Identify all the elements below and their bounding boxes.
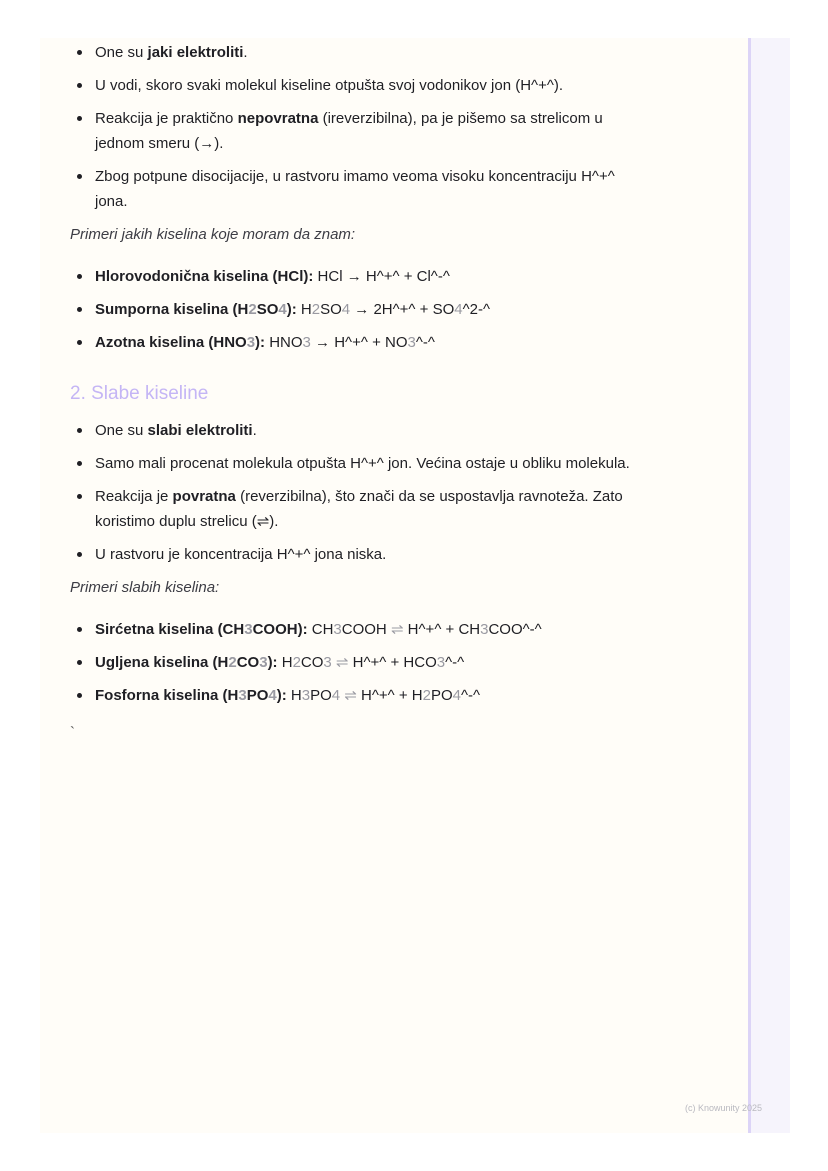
- text-run: 2: [292, 654, 301, 671]
- text-run: Azotna kiselina (HNO: [95, 334, 247, 351]
- text-run: ^-^: [415, 334, 435, 351]
- text-run: Sirćetna kiselina (CH: [95, 621, 245, 638]
- weak-acids-properties-list: [70, 418, 640, 567]
- weak-examples-title: Primeri slabih kiselina:: [70, 579, 220, 596]
- text-run: Zbog potpune disocijacije, u rastvoru imamo veoma visoku koncentraciju H^+^ jona.: [95, 168, 615, 210]
- stray-mark: `: [70, 724, 75, 741]
- text-run: 4: [268, 687, 277, 704]
- strong-examples-title: Primeri jakih kiselina koje moram da znam:: [70, 226, 356, 243]
- strong-acids-examples-list: [70, 264, 640, 355]
- text-run: 3: [244, 621, 253, 638]
- text-run: 3: [246, 334, 256, 351]
- text-run: 4: [454, 301, 463, 318]
- text-run: HCl → H^+^ + Cl^-^: [313, 268, 450, 285]
- text-run: (reverzibilna), što znači da se uspostavlja ravnoteža. Zato koristimo duplu strelicu (⇌).: [95, 488, 623, 530]
- text-run: CO: [300, 654, 324, 671]
- list-item: [70, 264, 640, 289]
- text-run: .: [243, 44, 248, 61]
- list-item: [70, 73, 640, 98]
- text-run: HNO: [265, 334, 303, 351]
- text-run: ):: [276, 687, 287, 704]
- text-run: 3: [407, 334, 416, 351]
- text-run: COOH: [341, 621, 391, 638]
- text-run: CH: [307, 621, 334, 638]
- list-item: [70, 484, 640, 534]
- text-run: nepovratna: [237, 110, 319, 127]
- text-run: .: [252, 422, 257, 439]
- text-run: 3: [333, 621, 342, 638]
- weak-acids-examples-list: [70, 617, 640, 708]
- text-run: → H^+^ + NO: [310, 334, 408, 351]
- text-run: ):: [255, 334, 266, 351]
- text-run: One su: [95, 422, 148, 439]
- list-item: [70, 40, 640, 65]
- text-run: PO: [430, 687, 453, 704]
- text-run: H^+^ + H: [356, 687, 423, 704]
- text-run: 4: [452, 687, 462, 704]
- list-item: [70, 106, 640, 156]
- text-run: SO: [256, 301, 279, 318]
- list-item: [70, 418, 640, 443]
- text-run: slabi elektroliti: [147, 422, 253, 439]
- text-run: povratna: [172, 488, 236, 505]
- text-run: H: [277, 654, 293, 671]
- text-run: ^-^: [461, 687, 481, 704]
- text-run: Reakcija je praktično: [95, 110, 238, 127]
- text-run: ^2-^: [462, 301, 491, 318]
- list-item: [70, 542, 640, 567]
- text-run: 2: [228, 654, 237, 671]
- text-run: Ugljena kiselina (H: [95, 654, 229, 671]
- text-run: H: [286, 687, 302, 704]
- text-run: ):: [267, 654, 278, 671]
- text-run: → 2H^+^ + SO: [350, 301, 455, 318]
- strong-acids-properties-list: [70, 40, 640, 214]
- text-run: H^+^ + HCO: [348, 654, 437, 671]
- text-run: COO^-^: [488, 621, 542, 638]
- text-run: 3: [259, 654, 268, 671]
- text-run: Samo mali procenat molekula otpušta H^+^ jon. Većina ostaje u obliku molekula.: [95, 455, 630, 472]
- text-run: 2: [422, 687, 431, 704]
- text-run: 2: [248, 301, 257, 318]
- text-run: 4: [278, 301, 287, 318]
- text-run: ⇌: [390, 621, 404, 638]
- text-run: (ireverzibilna), pa je pišemo sa strelicom u jednom smeru (→).: [95, 110, 603, 152]
- text-run: 2: [311, 301, 321, 318]
- page-margin-strip: [748, 38, 790, 1133]
- text-run: PO: [246, 687, 269, 704]
- text-run: COOH):: [252, 621, 308, 638]
- text-run: U rastvoru je koncentracija H^+^ jona niska.: [95, 546, 387, 563]
- text-run: Hlorovodonična kiselina (HCl):: [95, 268, 314, 285]
- text-run: H^+^ + CH: [403, 621, 481, 638]
- text-run: ⇌: [344, 687, 357, 704]
- section-heading-weak-acids: 2. Slabe kiseline: [70, 383, 209, 404]
- text-run: 4: [341, 301, 351, 318]
- text-run: PO: [310, 687, 332, 704]
- list-item: [70, 683, 640, 708]
- text-run: Fosforna kiselina (H: [95, 687, 239, 704]
- text-run: 3: [302, 334, 311, 351]
- text-run: jaki elektroliti: [147, 44, 244, 61]
- text-run: 3: [238, 687, 247, 704]
- text-run: 3: [436, 654, 446, 671]
- text-run: ^-^: [445, 654, 465, 671]
- text-run: 3: [301, 687, 311, 704]
- text-run: 3: [323, 654, 332, 671]
- text-run: Sumporna kiselina (H: [95, 301, 249, 318]
- list-item: [70, 650, 640, 675]
- text-run: SO: [320, 301, 342, 318]
- footer-copyright: (c) Knowunity 2025: [685, 1103, 763, 1113]
- text-run: 3: [480, 621, 489, 638]
- text-run: Reakcija je: [95, 488, 173, 505]
- text-run: ⇌: [335, 654, 349, 671]
- list-item: [70, 330, 640, 355]
- text-run: CO: [236, 654, 260, 671]
- list-item: [70, 617, 640, 642]
- text-run: 4: [331, 687, 341, 704]
- text-run: One su: [95, 44, 148, 61]
- list-item: [70, 297, 640, 322]
- text-run: U vodi, skoro svaki molekul kiseline otpušta svoj vodonikov jon (H^+^).: [95, 77, 564, 94]
- text-run: H: [296, 301, 312, 318]
- document-content: [70, 40, 640, 745]
- list-item: [70, 164, 640, 214]
- text-run: ):: [286, 301, 297, 318]
- list-item: [70, 451, 640, 476]
